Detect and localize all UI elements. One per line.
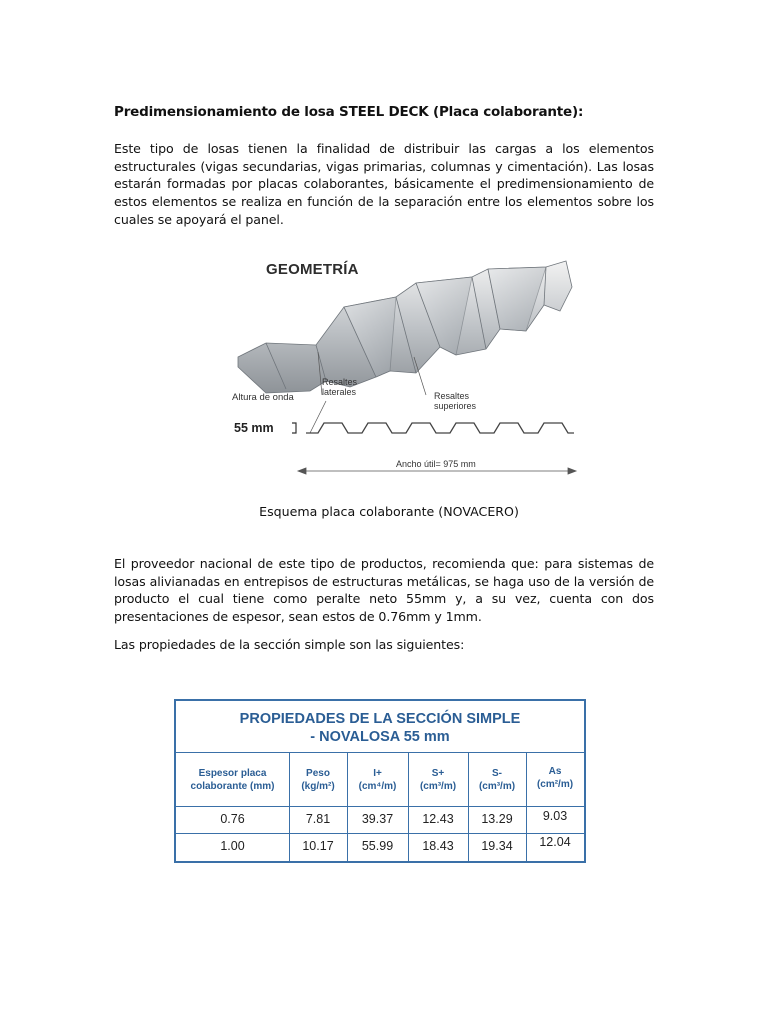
table-rule bbox=[176, 833, 584, 834]
steel-deck-figure bbox=[226, 247, 582, 487]
label-ancho-util: Ancho útil= 975 mm bbox=[396, 459, 476, 469]
table-cell: 12.04 bbox=[539, 835, 571, 849]
header-s-minus: S- (cm³/m) bbox=[478, 768, 516, 792]
provider-paragraph: El proveedor nacional de este tipo de productos, recomienda que: para sistemas de losas alivianadas en entrepisos de estructuras metálicas, se haga uso de la versión de producto el cual tiene como peralte neto 55mm y, a su vez, cuenta con dos presentaciones de espesor, sean estos de 0.76mm y 1mm. bbox=[114, 556, 654, 625]
label-resaltes-laterales: Resaltes laterales bbox=[322, 377, 358, 397]
table-cell: 1.00 bbox=[220, 839, 245, 853]
table-cell: 19.34 bbox=[481, 839, 513, 853]
corrugated-sheet bbox=[238, 261, 572, 393]
table-cell: 7.81 bbox=[305, 812, 331, 826]
table-cell: 18.43 bbox=[422, 839, 454, 853]
header-i-plus: I+ (cm⁴/m) bbox=[358, 768, 397, 792]
header-espesor: Espesor placa colaborante (mm) bbox=[190, 768, 275, 792]
header-peso: Peso (kg/m²) bbox=[301, 768, 335, 792]
table-cell: 39.37 bbox=[361, 812, 394, 826]
table-title-line2: - NOVALOSA 55 mm bbox=[310, 729, 450, 745]
intro-paragraph: Este tipo de losas tienen la finalidad de distribuir las cargas a los elementos estructurales (vigas secundarias, vigas primarias, columnas y cimentación). Las losas estarán formadas por placas colaborantes, básicamente el predimensionamiento de estos elementos se realiza en función de la separación entre los elementos sobre los cuales se apoyará el panel. bbox=[114, 141, 654, 227]
steel-deck-illustration bbox=[226, 247, 582, 487]
table-cell: 55.99 bbox=[361, 839, 394, 853]
properties-table bbox=[174, 699, 586, 863]
header-as: As (cm²/m) bbox=[536, 766, 574, 790]
table-cell: 12.43 bbox=[422, 812, 454, 826]
table-cell: 0.76 bbox=[220, 812, 245, 826]
deck-profile bbox=[306, 423, 574, 433]
label-resaltes-superiores: Resaltes superiores bbox=[434, 391, 477, 411]
section-heading: Predimensionamiento de losa STEEL DECK (Placa colaborante): bbox=[114, 104, 584, 120]
label-altura-de-onda: Altura de onda bbox=[232, 392, 294, 403]
table-cell: 13.29 bbox=[481, 812, 513, 826]
table-cell: 10.17 bbox=[302, 839, 334, 853]
table-rule bbox=[176, 806, 584, 807]
header-s-plus: S+ (cm³/m) bbox=[419, 768, 457, 792]
figure-caption: Esquema placa colaborante (NOVACERO) bbox=[259, 504, 519, 519]
properties-intro: Las propiedades de la sección simple son las siguientes: bbox=[114, 637, 465, 652]
table-title-line1: PROPIEDADES DE LA SECCIÓN SIMPLE bbox=[239, 711, 521, 727]
dimension-55mm: 55 mm bbox=[234, 421, 274, 435]
table-cell: 9.03 bbox=[542, 809, 568, 823]
table-rule bbox=[176, 752, 584, 753]
figure-title: GEOMETRÍA bbox=[266, 261, 359, 278]
